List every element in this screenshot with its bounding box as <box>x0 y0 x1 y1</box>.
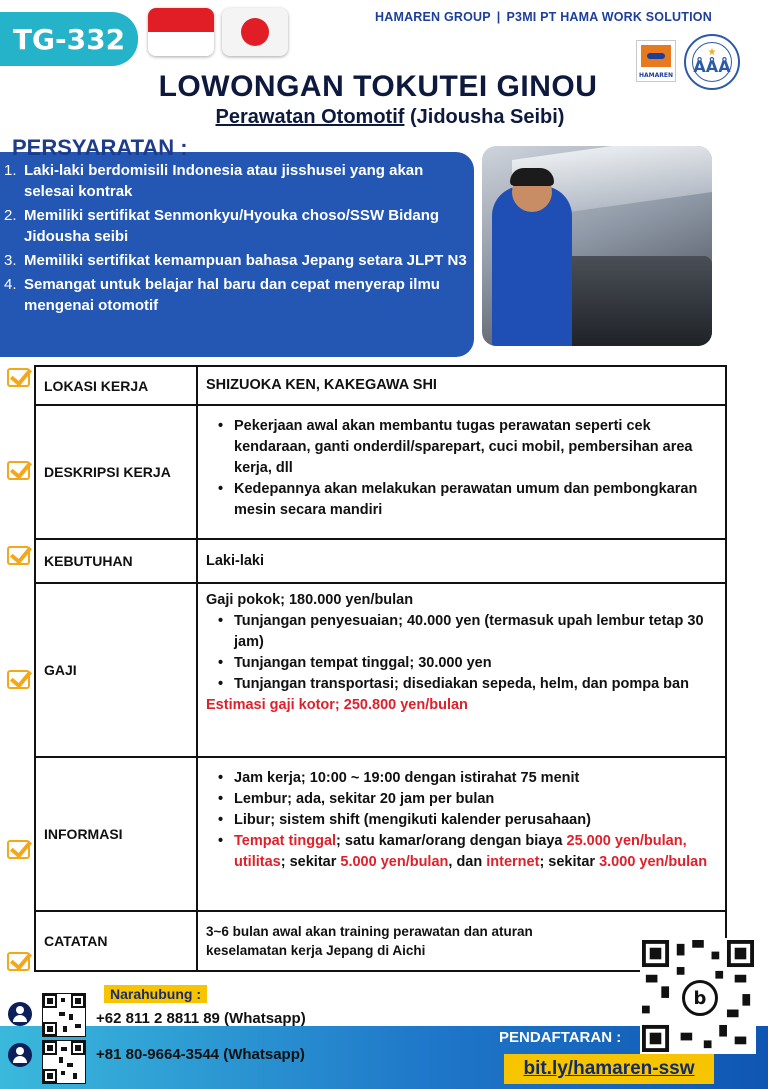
job-details-table <box>34 365 727 972</box>
salary-base: Gaji pokok; 180.000 yen/bulan <box>206 592 414 608</box>
company-names <box>375 10 712 24</box>
row-value: Laki-laki <box>206 552 265 569</box>
row-label: DESKRIPSI KERJA <box>36 406 198 538</box>
page-title: LOWONGAN TOKUTEI GINOU <box>158 70 598 103</box>
row-label: CATATAN <box>36 912 198 970</box>
mechanic-photo <box>482 146 712 346</box>
table-row <box>36 367 725 406</box>
info-text: ; sekitar <box>280 854 341 870</box>
requirement-number: 4. <box>4 276 17 293</box>
row-value <box>198 758 725 910</box>
row-label: LOKASI KERJA <box>36 367 198 404</box>
row-value: 3~6 bulan awal akan training perawatan dan aturan keselamatan kerja Jepang di Aichi <box>206 924 533 958</box>
list-item: • Jam kerja; 10:00 ~ 19:00 dengan istirahat 75 menit <box>206 768 717 789</box>
info-red-text: 3.000 yen/bulan <box>599 854 708 870</box>
phone-number-indonesia[interactable]: +62 811 2 8811 89 (Whatsapp) <box>96 1010 306 1027</box>
table-row <box>36 406 725 540</box>
requirement-item <box>4 205 470 247</box>
company-left: HAMAREN GROUP <box>375 10 491 24</box>
requirement-number: 1. <box>4 162 17 179</box>
row-label: KEBUTUHAN <box>36 540 198 582</box>
qr-code-icon[interactable] <box>42 993 86 1037</box>
hamaren-logo-text: HAMAREN <box>638 72 674 79</box>
page-subtitle <box>180 106 600 129</box>
hamaren-logo-icon <box>636 40 676 82</box>
table-row <box>36 540 725 584</box>
list-item: • Libur; sistem shift (mengikuti kalender perusahaan) <box>206 810 717 831</box>
subtitle-rest: (Jidousha Seibi) <box>404 106 565 128</box>
requirements-heading: PERSYARATAN : <box>12 135 188 160</box>
job-code-badge: TG-332 <box>0 12 138 66</box>
requirement-item <box>4 250 470 271</box>
table-row <box>36 758 725 912</box>
info-red-text: 5.000 yen/bulan <box>340 854 449 870</box>
requirement-number: 2. <box>4 207 17 224</box>
japan-flag-icon <box>222 8 288 56</box>
check-icon <box>7 461 30 480</box>
info-text: , dan <box>448 854 487 870</box>
row-value: SHIZUOKA KEN, KAKEGAWA SHI <box>206 377 437 393</box>
list-item: • Pekerjaan awal akan membantu tugas perawatan seperti cek kendaraan, ganti onderdil/sparepart, cuci mobil, pembersihan area kerja, dll <box>206 416 717 479</box>
hama-work-solution-logo-icon: ★ ÅÅÅ <box>684 34 740 90</box>
person-icon <box>8 1043 32 1067</box>
list-item: • Lembur; ada, sekitar 20 jam per bulan <box>206 789 717 810</box>
qr-center-logo-icon: b <box>682 980 718 1016</box>
check-icon <box>7 840 30 859</box>
requirement-number: 3. <box>4 252 17 269</box>
check-icon <box>7 670 30 689</box>
table-row <box>36 584 725 758</box>
info-text: ; satu kamar/orang dengan biaya <box>336 833 567 849</box>
list-item: • Kedepannya akan melakukan perawatan umum dan pembongkaran mesin secara mandiri <box>206 479 717 521</box>
requirements-list <box>4 160 470 319</box>
info-red-text: internet <box>486 854 540 870</box>
info-red-text: Tempat tinggal <box>234 833 337 849</box>
check-icon <box>7 952 30 971</box>
requirement-text: Semangat untuk belajar hal baru dan cepat menyerap ilmu mengenai otomotif <box>24 276 440 314</box>
info-red-text: 25.000 yen/bulan, utilitas <box>234 833 687 870</box>
subtitle-underlined: Perawatan Otomotif <box>215 106 405 128</box>
check-icon <box>7 546 30 565</box>
qr-code-icon[interactable] <box>42 1040 86 1084</box>
indonesia-flag-icon <box>148 8 214 56</box>
requirement-text: Laki-laki berdomisili Indonesia atau jisshusei yang akan selesai kontrak <box>24 162 424 200</box>
table-row <box>36 912 725 970</box>
list-item: • Tunjangan transportasi; disediakan sepeda, helm, dan pompa ban <box>206 674 717 695</box>
row-value <box>198 406 725 538</box>
requirement-item <box>4 160 470 202</box>
company-separator: | <box>496 10 501 24</box>
company-right: P3MI PT HAMA WORK SOLUTION <box>506 10 712 24</box>
check-icon <box>7 368 30 387</box>
info-text: ; sekitar <box>539 854 600 870</box>
list-item: • Tunjangan tempat tinggal; 30.000 yen <box>206 653 717 674</box>
person-icon <box>8 1002 32 1026</box>
requirement-text: Memiliki sertifikat Senmonkyu/Hyouka choso/SSW Bidang Jidousha seibi <box>24 207 440 245</box>
registration-qr-code-icon[interactable] <box>640 938 756 1054</box>
phone-number-japan[interactable]: +81 80-9664-3544 (Whatsapp) <box>96 1046 305 1063</box>
registration-link[interactable]: bit.ly/hamaren-ssw <box>504 1054 714 1084</box>
requirement-text: Memiliki sertifikat kemampuan bahasa Jepang setara JLPT N3 <box>24 252 467 269</box>
registration-label: PENDAFTARAN : <box>499 1029 622 1046</box>
salary-estimate: Estimasi gaji kotor; 250.800 yen/bulan <box>206 697 468 713</box>
requirement-item <box>4 274 470 316</box>
row-label: GAJI <box>36 584 198 756</box>
list-item: • Tunjangan penyesuaian; 40.000 yen (termasuk upah lembur tetap 30 jam) <box>206 611 717 653</box>
row-label: INFORMASI <box>36 758 198 910</box>
contact-label: Narahubung : <box>104 985 207 1003</box>
row-value <box>198 584 725 756</box>
list-item <box>206 831 717 873</box>
